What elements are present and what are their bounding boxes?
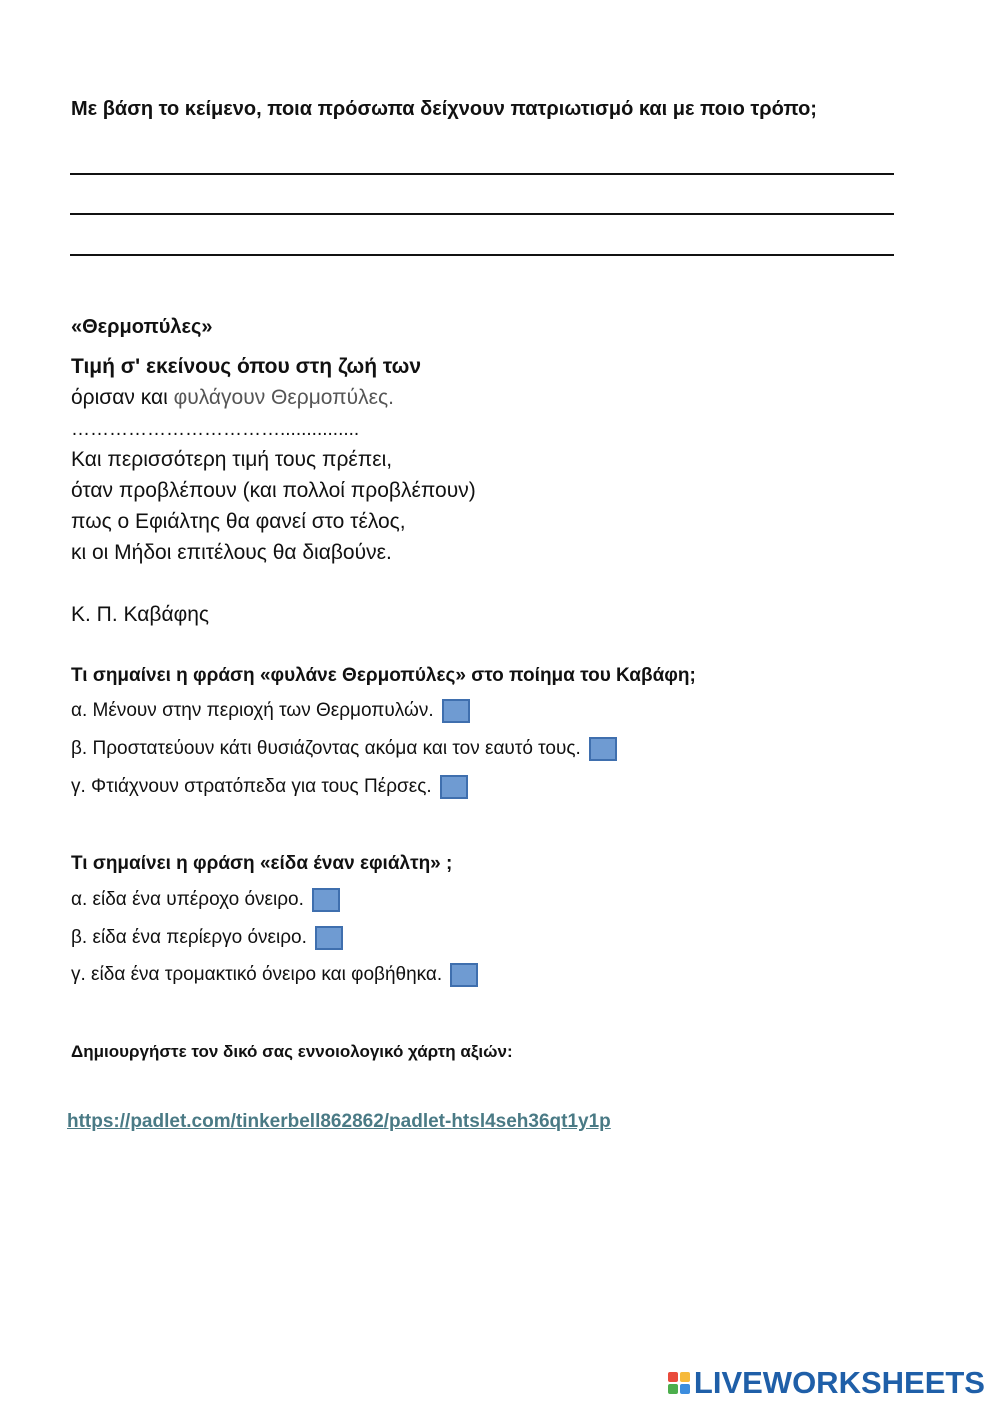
q2-option-c-label: γ. Φτιάχνουν στρατόπεδα για τους Πέρσες. — [71, 776, 432, 797]
q3-option-b-label: β. είδα ένα περίεργο όνειρο. — [71, 927, 307, 948]
q3-option-b — [71, 926, 343, 950]
q2-option-a-checkbox[interactable] — [442, 699, 470, 723]
q2-option-b-label: β. Προστατεύουν κάτι θυσιάζοντας ακόμα και τον εαυτό τους. — [71, 738, 581, 759]
poem-line-4: όταν προβλέπουν (και πολλοί προβλέπουν) — [71, 479, 476, 502]
poem-line-2 — [71, 382, 394, 413]
q3-option-a — [71, 888, 340, 912]
poem-author: Κ. Π. Καβάφης — [71, 603, 210, 626]
question-3-text: Τι σημαίνει η φράση «είδα έναν εφιάλτη» ; — [71, 853, 453, 874]
q2-option-a — [71, 699, 470, 723]
poem-line-2-end: . — [388, 386, 394, 409]
logo-mark-icon — [668, 1372, 690, 1394]
q2-option-b-checkbox[interactable] — [589, 737, 617, 761]
poem-line-6: κι οι Μήδοι επιτέλους θα διαβούνε. — [71, 541, 392, 564]
liveworksheets-logo[interactable] — [668, 1365, 985, 1401]
answer-line-2[interactable] — [70, 213, 894, 215]
question-2-text: Τι σημαίνει η φράση «φυλάνε Θερμοπύλες» στο ποίημα του Καβάφη; — [71, 665, 696, 686]
q3-option-a-label: α. είδα ένα υπέροχο όνειρο. — [71, 889, 304, 910]
q3-option-a-checkbox[interactable] — [312, 888, 340, 912]
poem-title: «Θερμοπύλες» — [71, 316, 213, 338]
q3-option-c — [71, 963, 478, 987]
q2-option-c — [71, 775, 468, 799]
poem-line-1: Τιμή σ' εκείνους όπου στη ζωή των — [71, 355, 422, 378]
question-1-text: Με βάση το κείμενο, ποια πρόσωπα δείχνουν πατριωτισμό και με ποιο τρόπο; — [71, 98, 817, 120]
poem-ellipsis: ……………………………............... — [71, 419, 360, 440]
q2-option-a-label: α. Μένουν στην περιοχή των Θερμοπυλών. — [71, 700, 434, 721]
poem-line-2-start: όρισαν και — [71, 386, 174, 409]
q3-option-c-checkbox[interactable] — [450, 963, 478, 987]
poem-line-3: Και περισσότερη τιμή τους πρέπει, — [71, 448, 393, 471]
poem-line-2-phrase: φυλάγουν Θερμοπύλες — [173, 386, 389, 409]
padlet-link[interactable]: https://padlet.com/tinkerbell862862/padlet-htsl4seh36qt1y1p — [67, 1111, 611, 1132]
q2-option-c-checkbox[interactable] — [440, 775, 468, 799]
q2-option-b — [71, 737, 617, 761]
poem-line-5: πως ο Εφιάλτης θα φανεί στο τέλος, — [71, 510, 406, 533]
concept-map-instruction: Δημιουργήστε τον δικό σας εννοιολογικό χάρτη αξιών: — [71, 1042, 513, 1061]
q3-option-b-checkbox[interactable] — [315, 926, 343, 950]
q3-option-c-label: γ. είδα ένα τρομακτικό όνειρο και φοβήθηκα. — [71, 964, 443, 985]
answer-line-3[interactable] — [70, 254, 894, 256]
logo-wordmark: LIVEWORKSHEETS — [693, 1365, 985, 1400]
answer-line-1[interactable] — [70, 173, 894, 175]
